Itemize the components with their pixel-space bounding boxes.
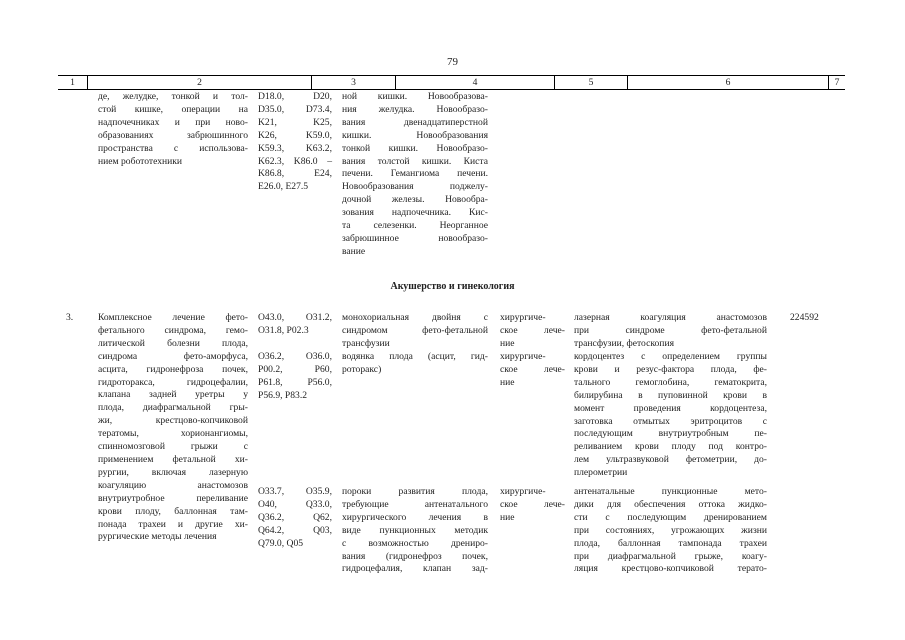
text-line: де, желудке, тонкой и тол- (98, 91, 248, 102)
text-line: P56.9, P83.2 (258, 389, 308, 401)
text-line: заготовка отмытых эритроцитов с (574, 415, 767, 427)
text-line: клапана задней уретры у (98, 389, 248, 401)
column-number-5: 5 (554, 76, 627, 89)
text-line: спинномозговой грыжи с (98, 441, 248, 453)
treatment-type-3 (500, 486, 565, 525)
text-line: плерометрии (574, 467, 628, 479)
text-line: P61.8, P56.0, (258, 376, 332, 388)
text-line: момент проведения кордоцентеза, (574, 402, 767, 414)
method-group-3 (574, 486, 767, 576)
text-line: хирургиче- (500, 486, 546, 497)
text-line: вания двенадцатиперстной (342, 116, 488, 128)
text-line: ние (500, 376, 515, 388)
text-line: пространства с использова- (98, 142, 248, 154)
text-line: лазерная коагуляция анастомозов (574, 312, 767, 323)
codes-group-2 (258, 351, 332, 403)
text-line: хирургиче- (500, 351, 546, 362)
text-line: дики для обеспечения оттока жидко- (574, 498, 767, 510)
text-line: O40, Q33.0, (258, 498, 332, 510)
text-line: виде пункционных методик (342, 524, 488, 536)
section-title: Акушерство и гинекология (390, 281, 515, 292)
column-number-7: 7 (828, 76, 845, 89)
method-group-1 (574, 312, 767, 351)
text-line: рургии, включая лазерную (98, 466, 248, 478)
text-line: гидроторакса, гидроцефалии, (98, 376, 248, 388)
entry-number: 3. (66, 312, 74, 323)
text-line: ние (500, 337, 515, 349)
text-line: понада трахеи и другие хи- (98, 518, 248, 530)
text-line: гидроцефалия, клапан зад- (342, 563, 488, 575)
text-line: K21, K25, (258, 116, 332, 128)
column-number-2: 2 (87, 76, 311, 89)
text-line: коагуляцию анастомозов (98, 479, 248, 491)
text-line: лем ультразвуковой фетометрии, до- (574, 454, 767, 466)
text-line: реливанием крови плоду под контро- (574, 441, 767, 453)
text-line: ское лече- (500, 498, 565, 510)
text-line: хирургического лечения в (342, 511, 488, 523)
column-number-header (58, 75, 845, 90)
model-group-2 (342, 351, 488, 377)
text-line: последующим внутриутробным пе- (574, 428, 767, 440)
text-line: ной кишки. Новообразова- (342, 91, 488, 102)
text-line: ляция крестцово-копчиковой терато- (574, 563, 767, 575)
text-line: трансфузии (342, 337, 390, 349)
text-line: O43.0, O31.2, (258, 312, 332, 323)
text-line: трансфузии, фетоскопия (574, 337, 674, 349)
text-line: O31.8, P02.3 (258, 324, 309, 336)
codes-group-1 (258, 312, 332, 338)
text-line: рургические методы лечения (98, 531, 217, 543)
text-line: билирубина в пуповинной крови в (574, 389, 767, 401)
text-line: с возможностью дрениро- (342, 537, 488, 549)
text-line: крови плоду, баллонная там- (98, 505, 248, 517)
text-line: K26, K59.0, (258, 129, 332, 141)
text-line: водянка плода (асцит, гид- (342, 351, 488, 362)
entry-description (98, 312, 248, 544)
page-number: 79 (447, 56, 458, 68)
continuation-models (342, 91, 488, 259)
model-group-3 (342, 486, 488, 576)
text-line: вания толстой кишки. Киста (342, 155, 488, 167)
text-line: синдрома фето-аморфуса, (98, 350, 248, 362)
text-line: крови и резус-фактора плода, фе- (574, 363, 767, 375)
continuation-description (98, 91, 248, 168)
text-line: вание (342, 245, 366, 257)
model-group-1 (342, 312, 488, 351)
codes-group-3 (258, 486, 332, 551)
text-line: требующие антенатального (342, 498, 488, 510)
text-line: Q79.0, Q05 (258, 537, 304, 549)
text-line: кордоцентез с определением группы (574, 351, 767, 362)
text-line: O33.7, O35.9, (258, 486, 332, 497)
text-line: K62.3, K86.0 – (258, 155, 332, 167)
text-line: внутриутробное переливание (98, 492, 248, 504)
text-line: плода, баллонная тампонада трахеи (574, 537, 767, 549)
column-number-4: 4 (395, 76, 554, 89)
text-line: сти с последующим дренированием (574, 511, 767, 523)
text-line: ское лече- (500, 324, 565, 336)
text-line: при синдроме фето-фетальной (574, 324, 767, 336)
text-line: нием робототехники (98, 155, 183, 167)
text-line: при диафрагмальной грыже, коагу- (574, 550, 767, 562)
text-line: Q36.2, Q62, (258, 511, 332, 523)
method-group-2 (574, 351, 767, 480)
text-line: K86.8, E24, (258, 168, 332, 180)
text-line: хирургиче- (500, 312, 546, 323)
text-line: при состояниях, угрожающих жизни (574, 524, 767, 536)
treatment-type-2 (500, 351, 565, 390)
text-line: забрюшинное новообразо- (342, 232, 488, 244)
text-line: O36.2, O36.0, (258, 351, 332, 362)
text-line: тератомы, хорионангиомы, (98, 428, 248, 440)
text-line: пороки развития плода, (342, 486, 488, 497)
column-number-6: 6 (627, 76, 828, 89)
continuation-codes (258, 91, 332, 194)
text-line: антенатальные пункционные мето- (574, 486, 767, 497)
text-line: жи, крестцово-копчиковой (98, 415, 248, 427)
text-line: образованиях забрюшинного (98, 129, 248, 141)
text-line: монохориальная двойня с (342, 312, 488, 323)
text-line: E26.0, E27.5 (258, 181, 309, 193)
text-line: K59.3, K63.2, (258, 142, 332, 154)
text-line: тонкой кишки. Новообразо- (342, 142, 488, 154)
text-line: P00.2, P60, (258, 363, 332, 375)
text-line: ния желудка. Новообразо- (342, 103, 488, 115)
text-line: стой кишке, операции на (98, 103, 248, 115)
text-line: Новообразования поджелу- (342, 181, 488, 193)
text-line: D35.0, D73.4, (258, 103, 332, 115)
text-line: тального гемоглобина, гематокрита, (574, 376, 767, 388)
text-line: та селезенки. Неорганное (342, 220, 488, 232)
text-line: надпочечниках и при ново- (98, 116, 248, 128)
text-line: литической болезни плода, (98, 337, 248, 349)
text-line: асцита, гидронефроза почек, (98, 363, 248, 375)
text-line: ское лече- (500, 363, 565, 375)
entry-cost: 224592 (790, 312, 819, 323)
text-line: D18.0, D20, (258, 91, 332, 102)
text-line: фетального синдрома, гемо- (98, 324, 248, 336)
text-line: применением фетальной хи- (98, 453, 248, 465)
text-line: зования надпочечника. Кис- (342, 207, 488, 219)
column-number-3: 3 (311, 76, 395, 89)
text-line: вания (гидронефроз почек, (342, 550, 488, 562)
text-line: плода, диафрагмальной гры- (98, 402, 248, 414)
text-line: Комплексное лечение фето- (98, 312, 248, 323)
text-line: дочной железы. Новообра- (342, 194, 488, 206)
text-line: ние (500, 511, 515, 523)
text-line: печени. Гемангиома печени. (342, 168, 488, 180)
text-line: Q64.2, Q03, (258, 524, 332, 536)
column-number-1: 1 (70, 77, 75, 88)
text-line: синдромом фето-фетальной (342, 324, 488, 336)
text-line: кишки. Новообразования (342, 129, 488, 141)
treatment-type-1 (500, 312, 565, 351)
text-line: роторакс) (342, 363, 382, 375)
